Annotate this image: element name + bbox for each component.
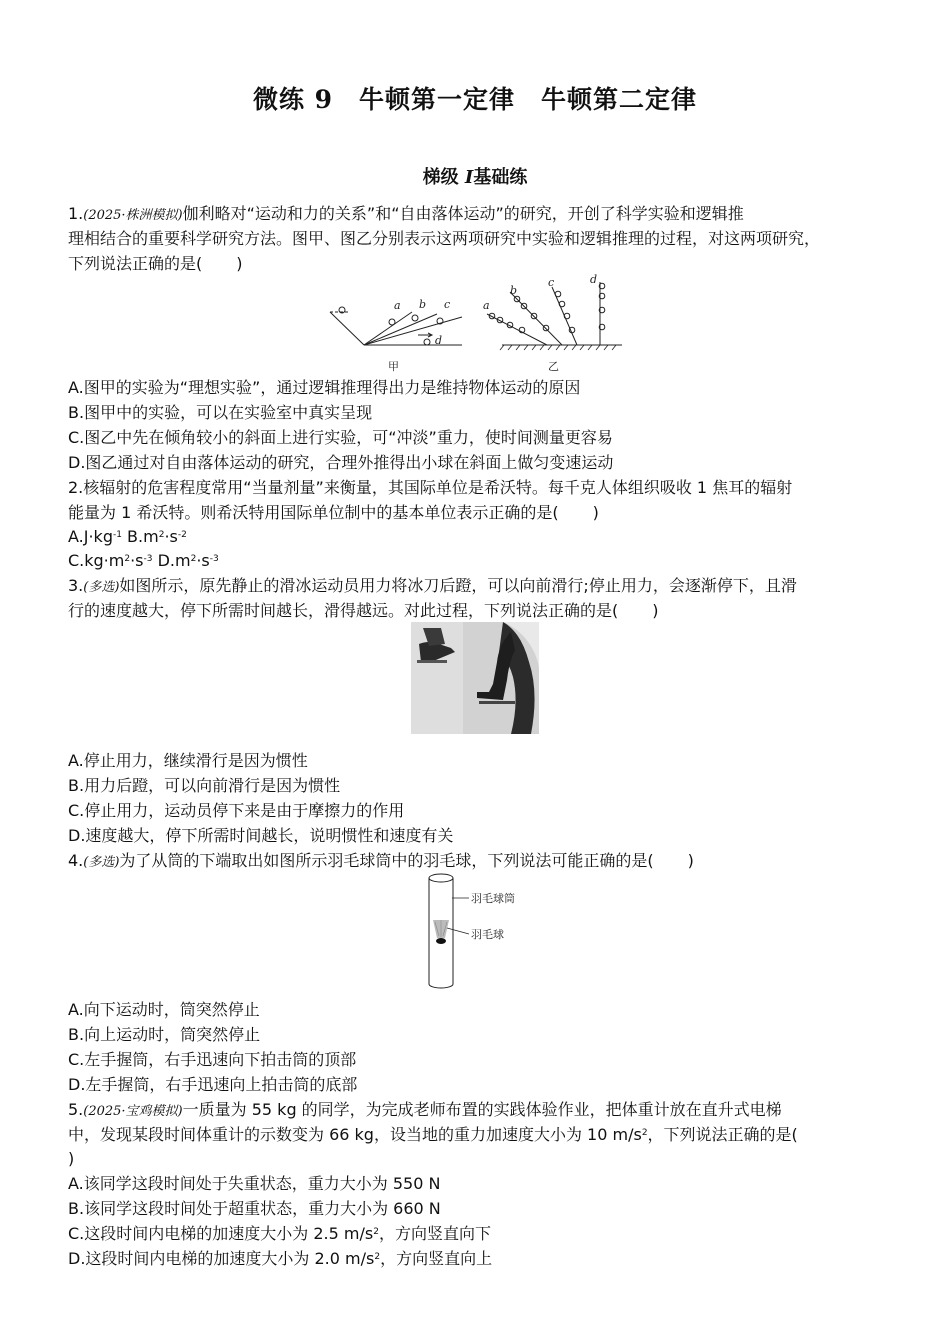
q1-option-d: D.图乙通过对自由落体运动的研究，合理外推得出小球在斜面上做匀变速运动 bbox=[68, 453, 614, 472]
q2-options-ab bbox=[68, 525, 898, 549]
q5-option-c-exp: 2 bbox=[373, 1227, 379, 1237]
page-title: 微练 9 牛顿第一定律 牛顿第二定律 bbox=[252, 85, 698, 114]
q4-stem-1: 为了从筒的下端取出如图所示羽毛球筒中的羽毛球，下列说法可能正确的是( bbox=[119, 851, 654, 870]
q2-options-cd bbox=[68, 549, 898, 573]
q3-line-1 bbox=[68, 574, 898, 600]
q5-option-c bbox=[68, 1222, 898, 1246]
q2-d-mid: ·s bbox=[196, 551, 210, 570]
section-suffix: 基础练 bbox=[473, 167, 528, 188]
q2-option-c: C.kg·m bbox=[68, 551, 125, 570]
ramp-left bbox=[330, 312, 364, 345]
q5-option-d-text: D.这段时间内电梯的加速度大小为 2.0 m/s bbox=[68, 1249, 375, 1268]
tube-label: 羽毛球筒 bbox=[471, 892, 515, 905]
fig-yi-label-b: b bbox=[510, 284, 518, 297]
q5-source: (2025·宝鸡模拟) bbox=[83, 1104, 183, 1119]
ball-leader-line bbox=[447, 928, 469, 934]
q5-option-d-exp: 2 bbox=[374, 1252, 381, 1262]
q2-stem-2: 能量为 1 希沃特。则希沃特用国际单位制中的基本单位表示正确的是( bbox=[68, 503, 559, 522]
q2-c-exp2: -3 bbox=[143, 554, 153, 564]
q1-source: (2025·株洲模拟) bbox=[83, 208, 183, 223]
q2-option-b: B.m bbox=[121, 527, 159, 546]
q5-stem-exp: 2 bbox=[641, 1128, 648, 1138]
q3-option-c: C.停止用力，运动员停下来是由于摩擦力的作用 bbox=[68, 801, 405, 820]
q5-option-c-tail: ，方向竖直向下 bbox=[378, 1224, 491, 1243]
q2-option-a: A.J·kg bbox=[68, 527, 113, 546]
q2-b-exp2: -2 bbox=[177, 530, 187, 540]
q3-option-a: A.停止用力，继续滑行是因为惯性 bbox=[68, 751, 308, 770]
fig-yi-label-c: c bbox=[548, 276, 555, 289]
q4-option-c: C.左手握筒，右手迅速向下拍击筒的顶部 bbox=[68, 1050, 357, 1069]
q1-stem-3: 下列说法正确的是( bbox=[68, 254, 203, 273]
q2-line-2 bbox=[68, 501, 898, 525]
figure-yi bbox=[487, 282, 622, 350]
q4-number: 4. bbox=[68, 851, 84, 870]
q1-line-2: 理相结合的重要科学研究方法。图甲、图乙分别表示这两项研究中实验和逻辑推理的过程，对这两项研究， bbox=[68, 229, 821, 248]
q1-option-b: B.图甲中的实验，可以在实验室中真实呈现 bbox=[68, 403, 373, 422]
ramp-a bbox=[364, 312, 412, 345]
fig-jia-label-d: d bbox=[435, 334, 443, 347]
q1-paren-close: ) bbox=[236, 254, 243, 273]
q5-number: 5. bbox=[68, 1100, 84, 1119]
q3-option-b: B.用力后蹬，可以向前滑行是因为惯性 bbox=[68, 776, 341, 795]
q2-d-exp1: 2 bbox=[190, 554, 197, 564]
fig-yi-label-d: d bbox=[590, 273, 598, 286]
q5-stem-2b: ，下列说法正确的是( bbox=[647, 1125, 798, 1144]
q2-b-exp1: 2 bbox=[158, 530, 165, 540]
section-heading bbox=[0, 163, 950, 189]
q3-stem-1: 如图所示，原先静止的滑冰运动员用力将冰刀后蹬，可以向前滑行;停止用力，会逐渐停下，且滑 bbox=[119, 576, 797, 595]
fig-jia-label-b: b bbox=[419, 298, 427, 311]
q3-stem-2: 行的速度越大，停下所需时间越长，滑得越远。对此过程，下列说法正确的是( bbox=[68, 601, 619, 620]
q3-number: 3. bbox=[68, 576, 84, 595]
q3-line-2 bbox=[68, 599, 898, 623]
ramp-b bbox=[364, 314, 437, 345]
q2-paren-close: ) bbox=[592, 503, 599, 522]
q1-line-1 bbox=[68, 202, 898, 228]
q5-option-d-tail: ，方向竖直向上 bbox=[380, 1249, 493, 1268]
q2-c-exp1: 2 bbox=[124, 554, 131, 564]
fig-jia-label-a: a bbox=[394, 299, 401, 312]
q2-option-d: D.m bbox=[152, 551, 191, 570]
ramp-c bbox=[364, 317, 462, 345]
section-roman: Ⅰ bbox=[464, 167, 474, 188]
fig-yi-caption: 乙 bbox=[548, 360, 559, 373]
q1-number: 1. bbox=[68, 204, 84, 223]
fig-yi-label-a: a bbox=[483, 299, 490, 312]
q2-line-1: 2.核辐射的危害程度常用“当量剂量”来衡量，其国际单位是希沃特。每千克人体组织吸收 1 焦耳的辐射 bbox=[68, 478, 793, 497]
q5-option-c-text: C.这段时间内电梯的加速度大小为 2.5 m/s bbox=[68, 1224, 374, 1243]
q1-figure bbox=[322, 272, 632, 378]
q5-option-d bbox=[68, 1247, 898, 1271]
q5-option-a: A.该同学这段时间处于失重状态，重力大小为 550 N bbox=[68, 1174, 441, 1193]
q4-source: (多选) bbox=[83, 855, 120, 870]
q2-c-mid: ·s bbox=[130, 551, 144, 570]
q5-option-b: B.该同学这段时间处于超重状态，重力大小为 660 N bbox=[68, 1199, 441, 1218]
q3-source: (多选) bbox=[83, 580, 120, 595]
q1-stem-1: 伽利略对“运动和力的关系”和“自由落体运动”的研究，开创了科学实验和逻辑推 bbox=[182, 204, 744, 223]
q4-option-a: A.向下运动时，筒突然停止 bbox=[68, 1000, 260, 1019]
q5-stem-2a: 中，发现某段时间体重计的示数变为 66 kg，设当地的重力加速度大小为 10 m/s bbox=[68, 1125, 642, 1144]
q4-option-d: D.左手握筒，右手迅速向上拍击筒的底部 bbox=[68, 1075, 358, 1094]
q5-stem-1: 一质量为 55 kg 的同学，为完成老师布置的实践体验作业，把体重计放在直升式电梯 bbox=[182, 1100, 782, 1119]
q5-line-1 bbox=[68, 1098, 898, 1124]
q4-paren-close: ) bbox=[687, 851, 694, 870]
q5-line-3: ) bbox=[68, 1149, 75, 1168]
q2-b-mid: ·s bbox=[164, 527, 178, 546]
fig-jia-caption: 甲 bbox=[388, 360, 399, 373]
q1-option-c: C.图乙中先在倾角较小的斜面上进行实验，可“冲淡”重力，使时间测量更容易 bbox=[68, 428, 613, 447]
q3-option-d: D.速度越大，停下所需时间越长，说明惯性和速度有关 bbox=[68, 826, 454, 845]
q4-shuttle-tube-figure bbox=[425, 870, 535, 995]
q4-option-b: B.向上运动时，筒突然停止 bbox=[68, 1025, 261, 1044]
fig-jia-label-c: c bbox=[444, 298, 451, 311]
ball-label: 羽毛球 bbox=[471, 928, 504, 941]
q2-a-exp: -1 bbox=[112, 530, 122, 540]
figure-jia bbox=[330, 307, 462, 345]
q5-line-2 bbox=[68, 1123, 898, 1147]
q2-d-exp2: -3 bbox=[209, 554, 219, 564]
q3-paren-close: ) bbox=[652, 601, 659, 620]
q1-option-a: A.图甲的实验为“理想实验”，通过逻辑推理得出力是维持物体运动的原因 bbox=[68, 378, 581, 397]
q3-skater-photo bbox=[411, 622, 539, 734]
section-prefix: 梯级 bbox=[422, 167, 465, 188]
